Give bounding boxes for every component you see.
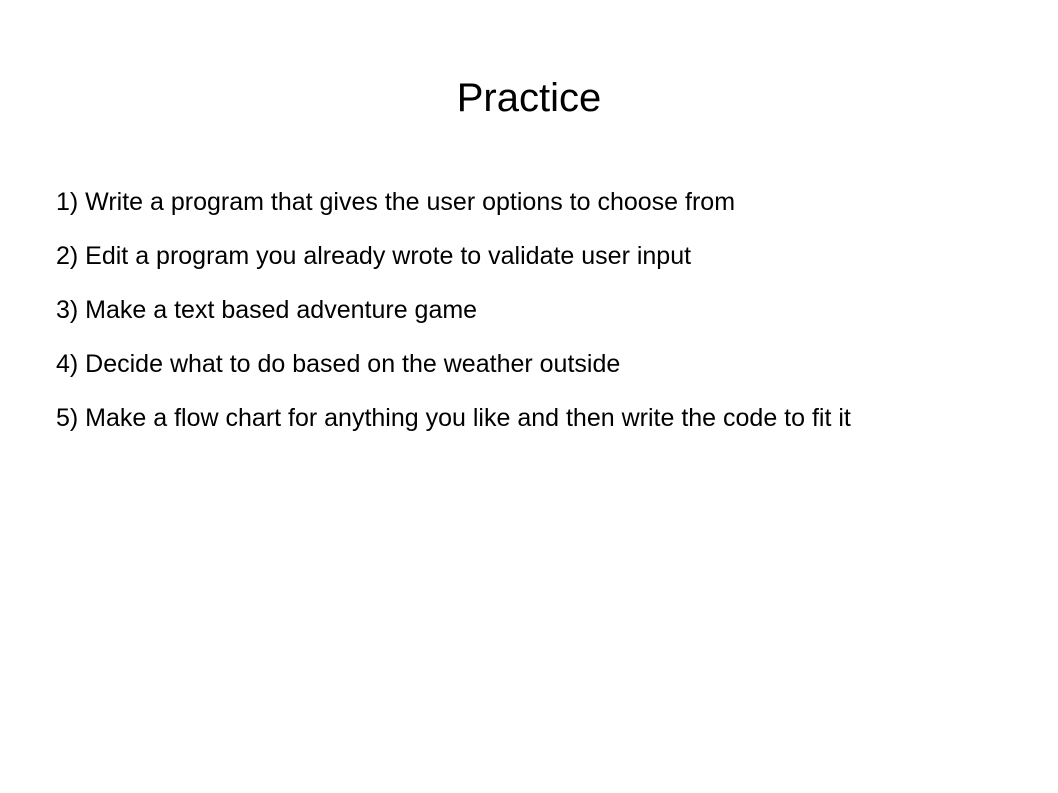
practice-list — [56, 188, 1016, 432]
list-item: 1) Write a program that gives the user options to choose from — [56, 188, 736, 216]
list-item: 4) Decide what to do based on the weather outside — [56, 350, 621, 378]
slide-title: Practice — [456, 76, 602, 120]
list-item: 3) Make a text based adventure game — [56, 296, 478, 324]
list-item: 2) Edit a program you already wrote to validate user input — [56, 242, 692, 270]
list-item: 5) Make a flow chart for anything you like and then write the code to fit it — [56, 404, 851, 432]
